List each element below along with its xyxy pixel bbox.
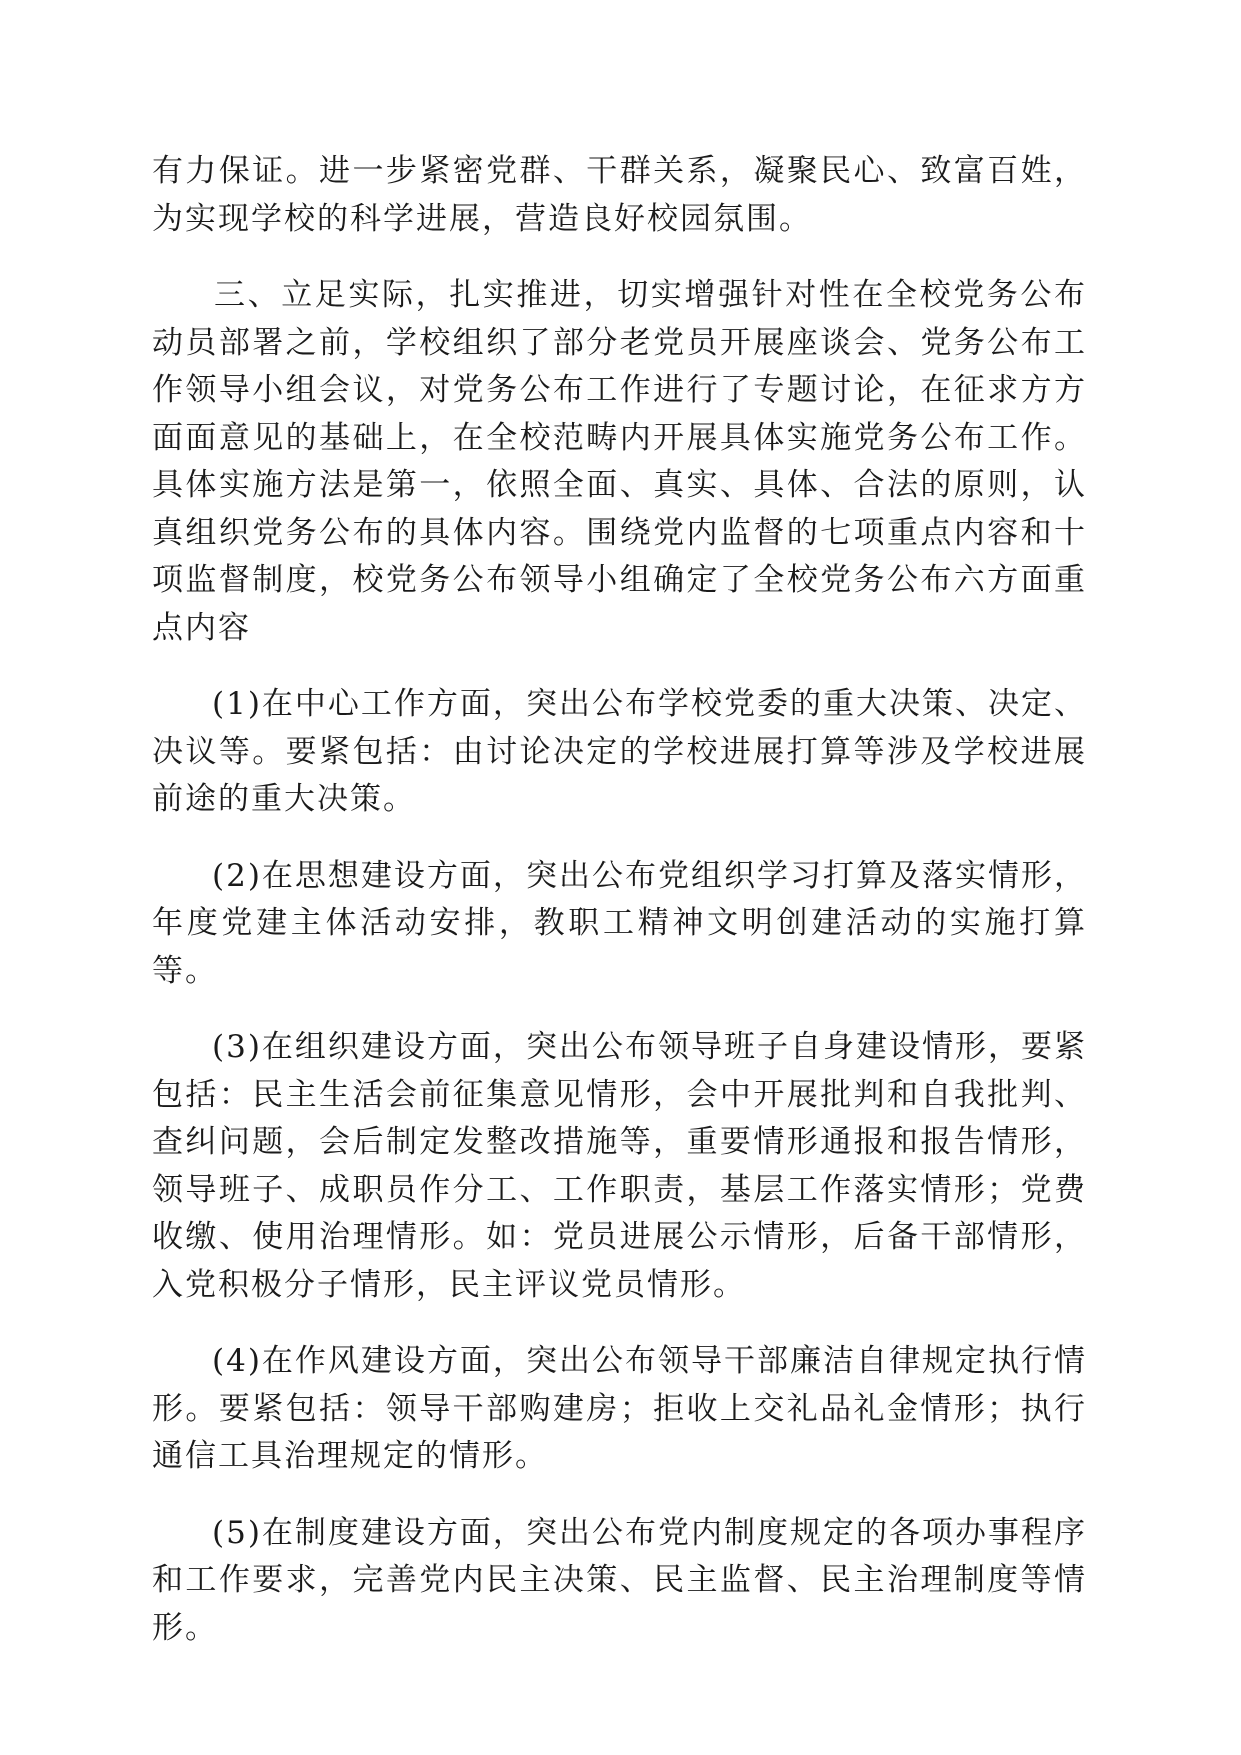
paragraph-item-5: (5)在制度建设方面，突出公布党内制度规定的各项办事程序和工作要求，完善党内民主决策、民主监督、民主治理制度等情形。 bbox=[152, 1514, 1087, 1646]
paragraph-section-three: 三、立足实际，扎实推进，切实增强针对性在全校党务公布动员部署之前，学校组织了部分老党员开展座谈会、党务公布工作领导小组会议，对党务公布工作进行了专题讨论，在征求方方面面意见的基础上，在全校范畴内开展具体实施党务公布工作。具体实施方法是第一，依照全面、真实、具体、合法的原则，认真组织党务公布的具体内容。围绕党内监督的七项重点内容和十项监督制度，校党务公布领导小组确定了全校党务公布六方面重点内容 bbox=[152, 277, 1087, 646]
document-body bbox=[152, 148, 1087, 1681]
paragraph-intro: 有力保证。进一步紧密党群、干群关系，凝聚民心、致富百姓，为实现学校的科学进展，营造良好校园氛围。 bbox=[152, 153, 1087, 237]
paragraph-item-2: (2)在思想建设方面，突出公布党组织学习打算及落实情形，年度党建主体活动安排，教职工精神文明创建活动的实施打算等。 bbox=[152, 857, 1087, 989]
paragraph-item-4: (4)在作风建设方面，突出公布领导干部廉洁自律规定执行情形。要紧包括：领导干部购建房；拒收上交礼品礼金情形；执行通信工具治理规定的情形。 bbox=[152, 1343, 1087, 1474]
paragraph-item-3: (3)在组织建设方面，突出公布领导班子自身建设情形，要紧包括：民主生活会前征集意见情形，会中开展批判和自我批判、查纠问题，会后制定发整改措施等，重要情形通报和报告情形，领导班子、成职员作分工、工作职责，基层工作落实情形；党费收缴、使用治理情形。如：党员进展公示情形，后备干部情形，入党积极分子情形，民主评议党员情形。 bbox=[152, 1029, 1087, 1303]
paragraph-item-1: (1)在中心工作方面，突出公布学校党委的重大决策、决定、决议等。要紧包括：由讨论决定的学校进展打算等涉及学校进展前途的重大决策。 bbox=[152, 686, 1087, 817]
